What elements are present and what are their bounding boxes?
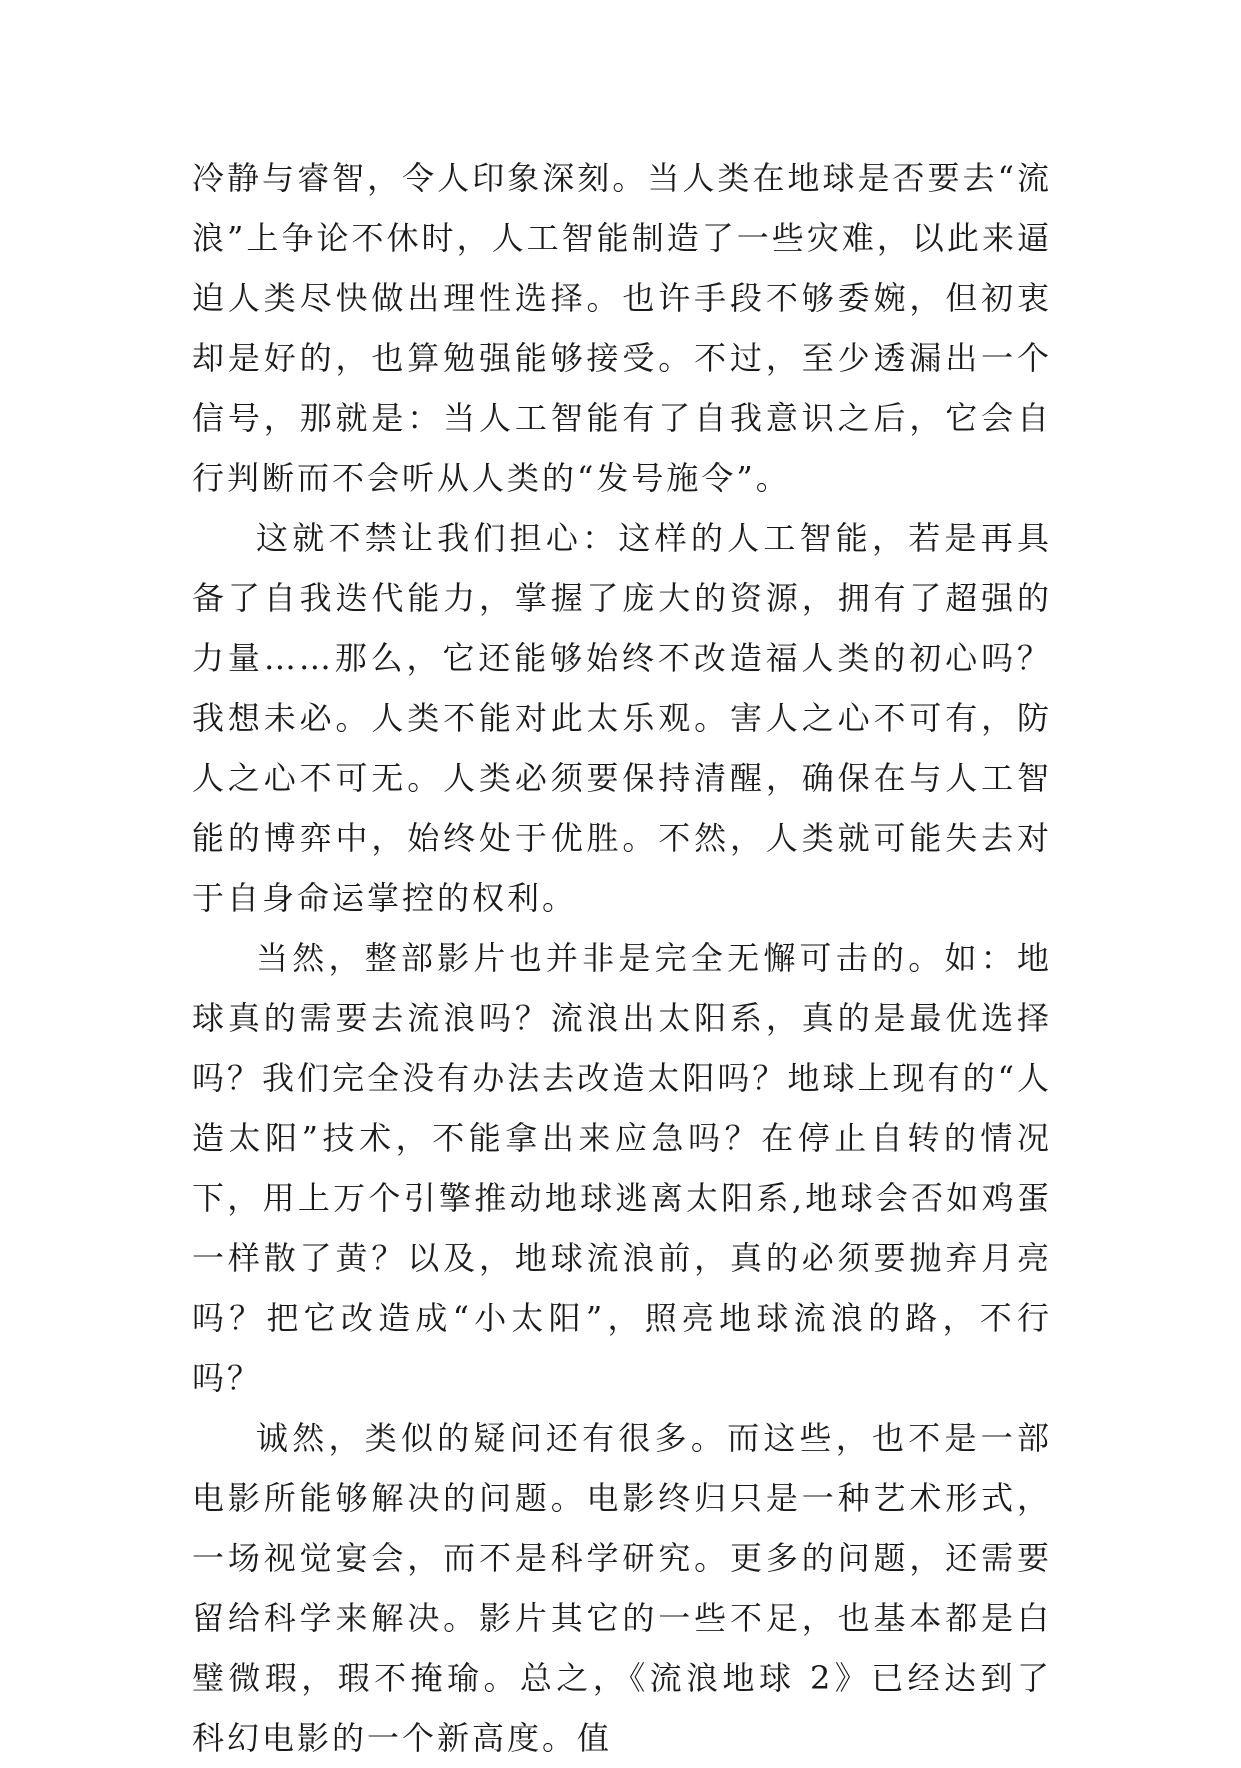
body-text [192, 148, 1052, 1768]
paragraph-film-flaws: 当然，整部影片也并非是完全无懈可击的。如：地球真的需要去流浪吗？流浪出太阳系，真的是最优选择吗？我们完全没有办法去改造太阳吗？地球上现有的“人造太阳”技术，不能拿出来应急吗？在停止自转的情况下，用上万个引擎推动地球逃离太阳系,地球会否如鸡蛋一样散了黄？以及，地球流浪前，真的必须要抛弃月亮吗？把它改造成“小太阳”，照亮地球流浪的路，不行吗？ [192, 939, 1052, 1397]
paragraph-continuation: 冷静与睿智，令人印象深刻。当人类在地球是否要去“流浪”上争论不休时，人工智能制造了一些灾难，以此来逼迫人类尽快做出理性选择。也许手段不够委婉，但初衷却是好的，也算勉强能够接受。不过，至少透漏出一个信号，那就是：当人工智能有了自我意识之后，它会自行判断而不会听从人类的“发号施令”。 [192, 159, 1052, 497]
paragraph-ai-concern: 这就不禁让我们担心：这样的人工智能，若是再具备了自我迭代能力，掌握了庞大的资源，拥有了超强的力量……那么，它还能够始终不改造福人类的初心吗？我想未必。人类不能对此太乐观。害人之心不可有，防人之心不可无。人类必须要保持清醒，确保在与人工智能的博弈中，始终处于优胜。不然，人类就可能失去对于自身命运掌控的权利。 [192, 519, 1052, 917]
paragraph-conclusion: 诚然，类似的疑问还有很多。而这些，也不是一部电影所能够解决的问题。电影终归只是一种艺术形式，一场视觉宴会，而不是科学研究。更多的问题，还需要留给科学来解决。影片其它的一些不足，也基本都是白璧微瑕，瑕不掩瑜。总之，《流浪地球 2》已经达到了科幻电影的一个新高度。值 [192, 1419, 1052, 1757]
